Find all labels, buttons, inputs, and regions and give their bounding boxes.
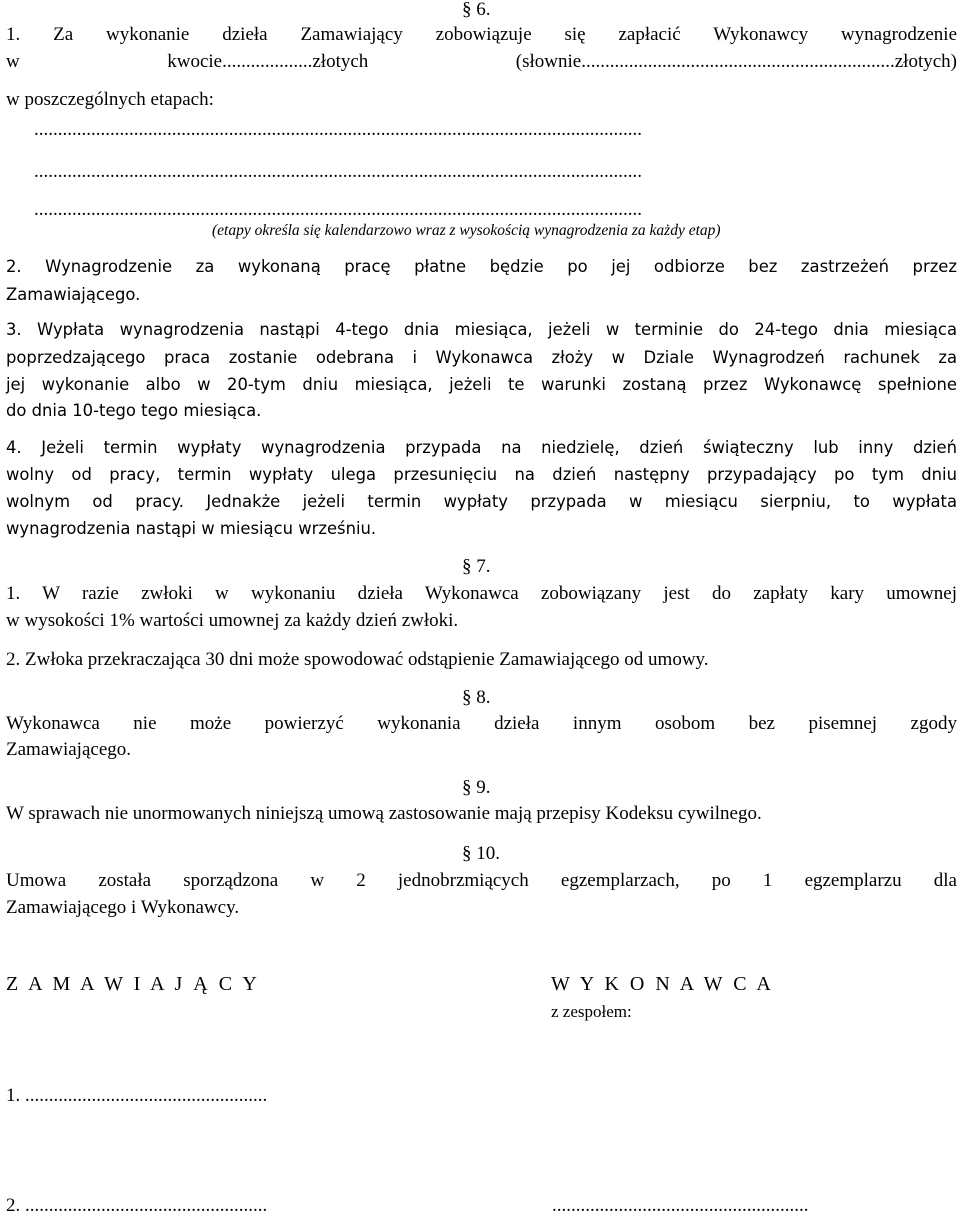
s6-p2-line1: 2. Wynagrodzenie za wykonaną pracę płatne będzie po jej odbiorze bez zastrzeżeń przez [6,257,957,276]
signature-line-2-right: ...................................................... [552,1195,809,1216]
signature-team-label: z zespołem: [551,1002,632,1021]
s6-p3-line1: 3. Wypłata wynagrodzenia nastąpi 4-tego dnia miesiąca, jeżeli w terminie do 24-tego dnia miesiąca [6,320,957,339]
s6-p4-line2: wolny od pracy, termin wypłaty ulega przesunięciu na dzień następny przypadający po tym dniu [6,465,957,484]
s6-p4-line3: wolnym od pracy. Jednakże jeżeli termin wypłaty przypada w miesiącu sierpniu, to wypłata [6,492,957,511]
s6-p1-line1: 1. Za wykonanie dzieła Zamawiający zobowiązuje się zapłacić Wykonawcy wynagrodzenie [6,24,957,45]
s8-line2: Zamawiającego. [6,739,132,760]
stages-note: (etapy określa się kalendarzowo wraz z wysokością wynagrodzenia za każdy etap) [212,222,721,239]
s6-p4-line4: wynagrodzenia nastąpi w miesiącu wrześniu. [6,519,377,538]
s7-p1-line2: w wysokości 1% wartości umownej za każdy dzień zwłoki. [6,610,459,631]
s7-p2: 2. Zwłoka przekraczająca 30 dni może spowodować odstąpienie Zamawiającego od umowy. [6,649,709,670]
stage-dots-2: ................................................................................................................................ [34,161,642,182]
s9-line1: W sprawach nie unormowanych niniejszą umową zastosowanie mają przepisy Kodeksu cywilnego. [6,803,762,824]
section-8-heading: § 8. [462,687,491,708]
s6-p4-line1: 4. Jeżeli termin wypłaty wynagrodzenia przypada na niedzielę, dzień świąteczny lub inny dzień [6,438,957,457]
s10-line2: Zamawiającego i Wykonawcy. [6,897,240,918]
s6-p2-line2: Zamawiającego. [6,285,141,304]
s7-p1-line1: 1. W razie zwłoki w wykonaniu dzieła Wykonawca zobowiązany jest do zapłaty kary umownej [6,583,957,604]
s6-p1-line3: w poszczególnych etapach: [6,89,214,110]
signature-label-contractor: W Y K O N A W C A [551,973,774,995]
s10-line1: Umowa została sporządzona w 2 jednobrzmiących egzemplarzach, po 1 egzemplarzu dla [6,870,957,891]
stage-dots-3: ................................................................................................................................ [34,199,642,220]
section-9-heading: § 9. [462,777,491,798]
signature-line-2-left: 2. ................................................... [6,1195,268,1216]
signature-line-1: 1. ................................................... [6,1085,268,1106]
s6-p3-line3: jej wykonanie albo w 20-tym dniu miesiąca, jeżeli te warunki zostaną przez Wykonawcę spełnione [6,375,957,394]
s8-line1: Wykonawca nie może powierzyć wykonania dzieła innym osobom bez pisemnej zgody [6,713,957,734]
s6-p1-line2: w kwocie...................złotych (słownie..................................................................złotych) [6,51,957,72]
section-6-heading: § 6. [462,0,491,20]
section-7-heading: § 7. [462,556,491,577]
signature-label-ordering-party: Z A M A W I A J Ą C Y [6,973,260,995]
section-10-heading: § 10. [462,843,500,864]
stage-dots-1: ................................................................................................................................ [34,119,642,140]
s6-p3-line2: poprzedzającego praca zostanie odebrana i Wykonawca złoży w Dziale Wynagrodzeń rachunek za [6,348,957,367]
s6-p3-line4: do dnia 10-tego tego miesiąca. [6,401,262,420]
